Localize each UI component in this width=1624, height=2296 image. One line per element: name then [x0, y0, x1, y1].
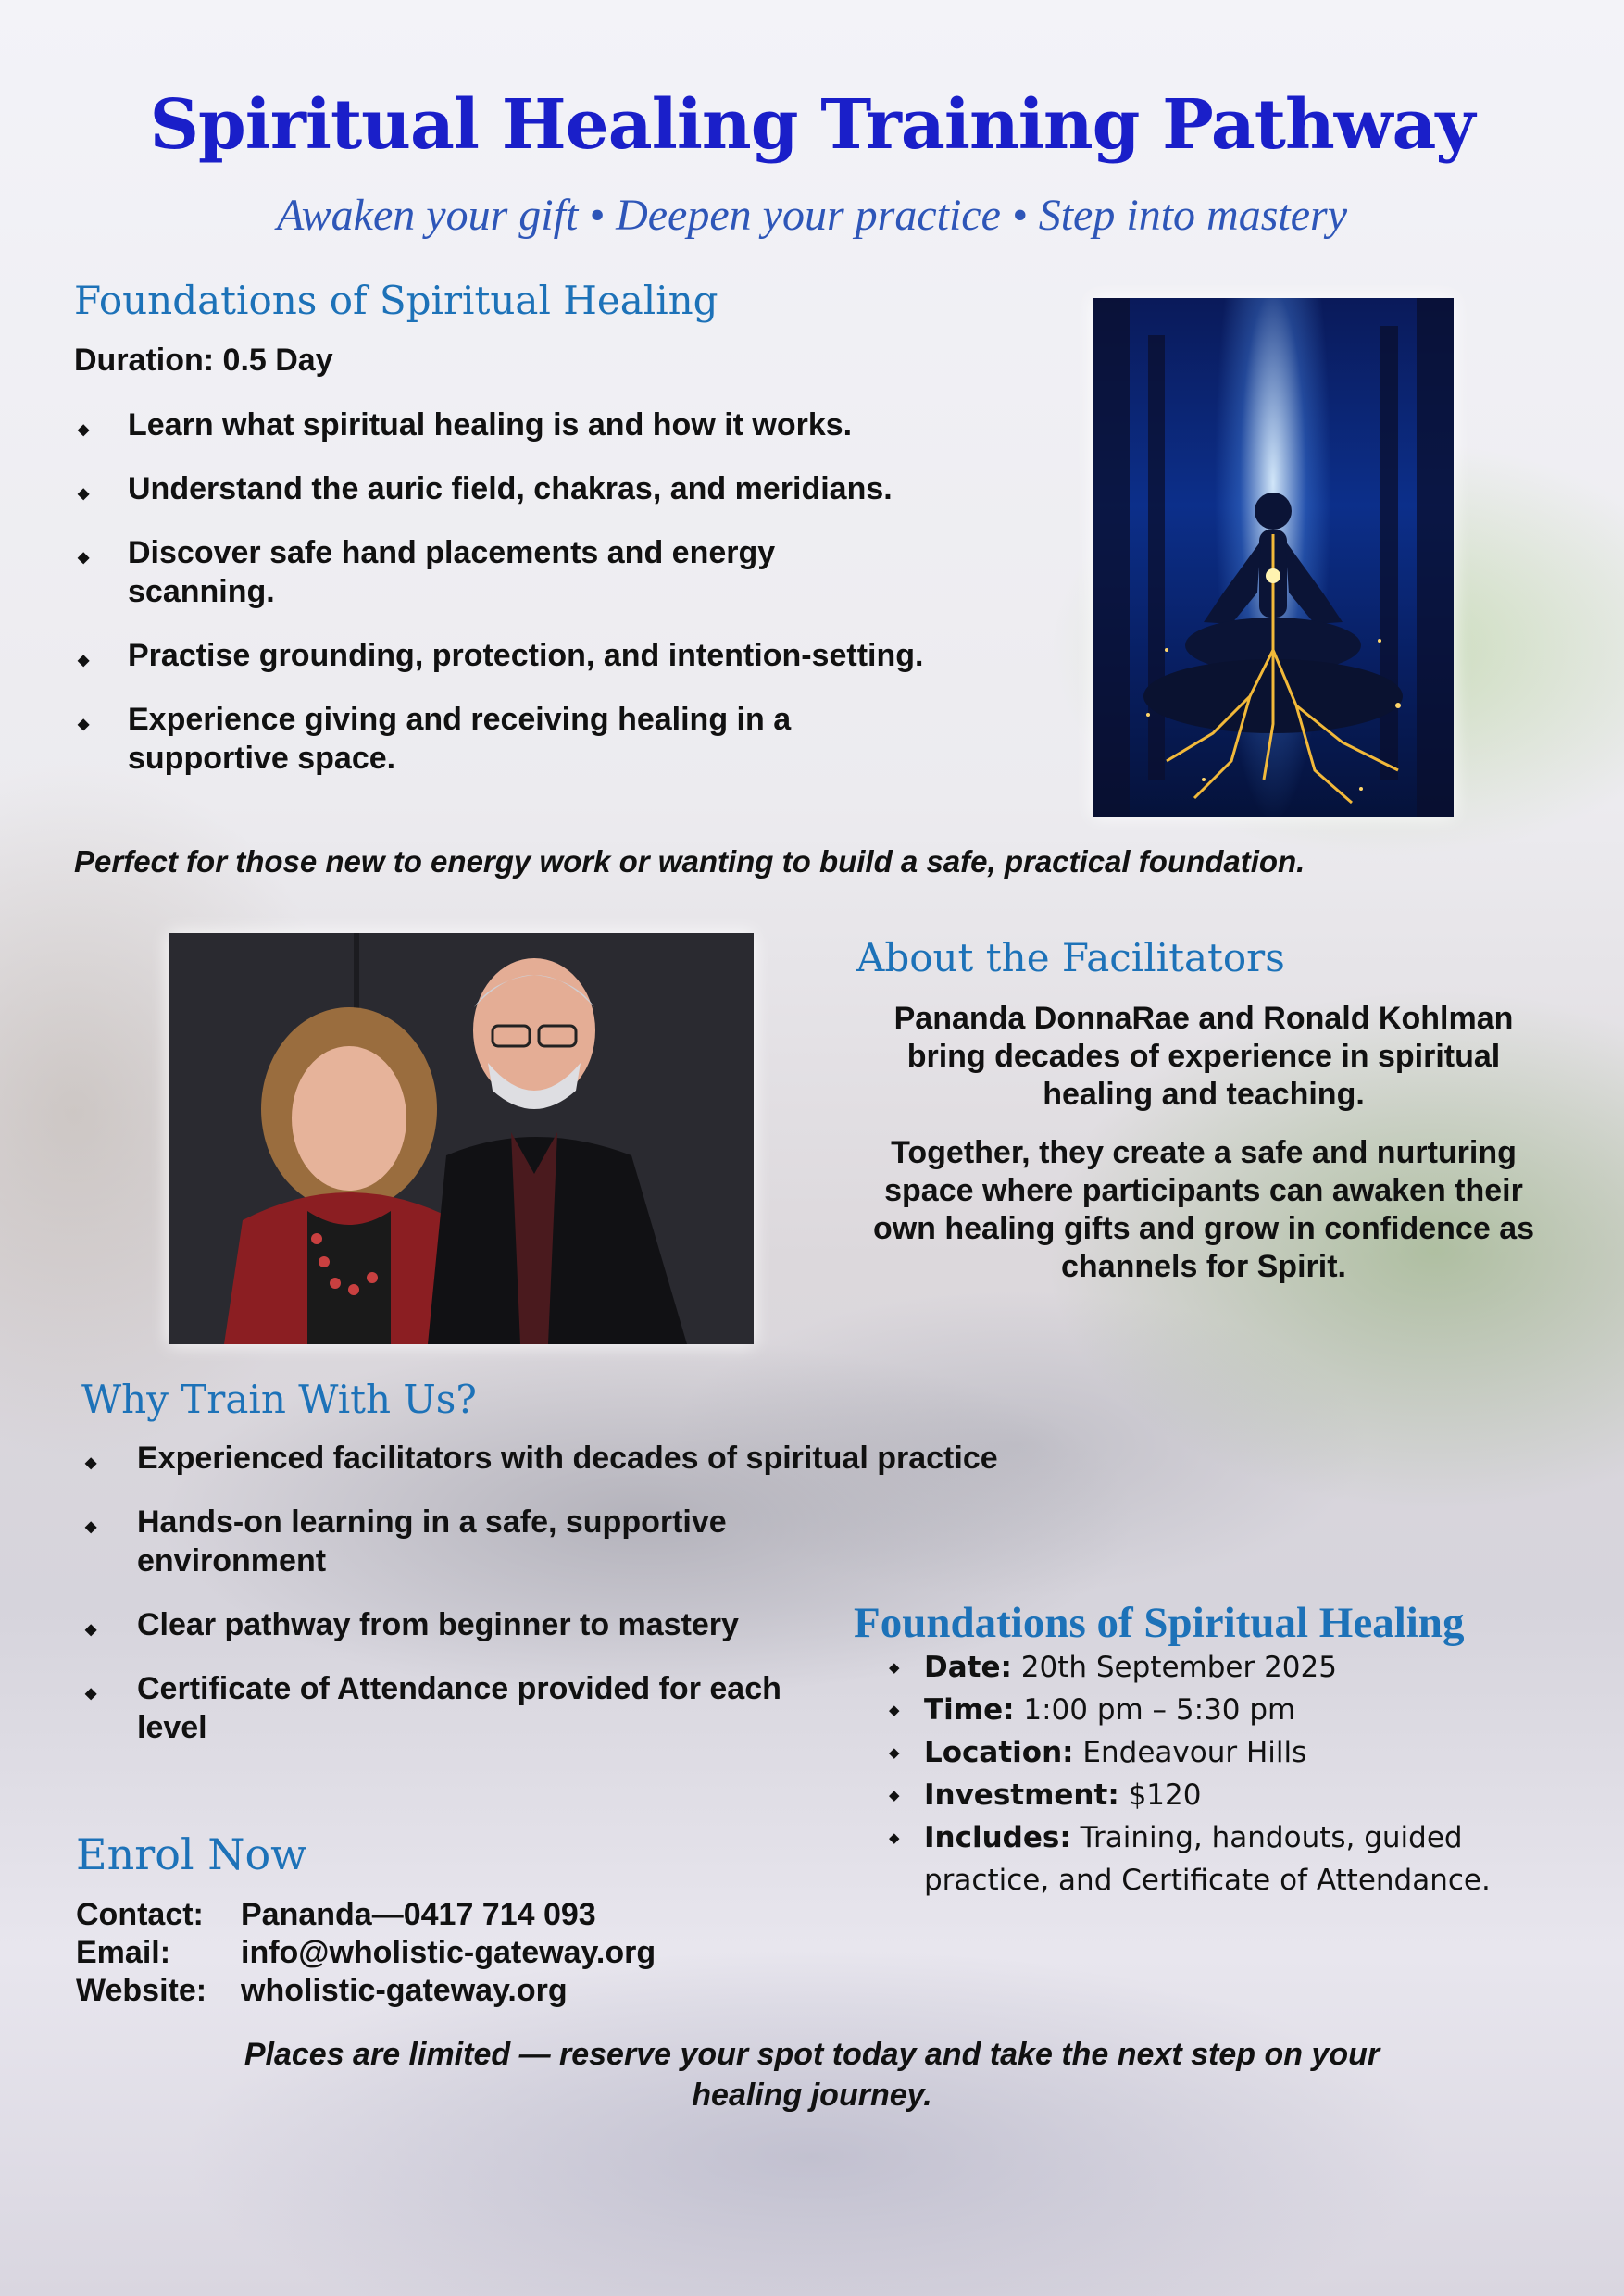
diamond-bullet-icon: ◆: [78, 653, 90, 668]
meditation-image: [1093, 298, 1454, 817]
diamond-bullet-icon: ◆: [78, 422, 90, 438]
contact-block: [76, 1896, 656, 2010]
diamond-bullet-icon: ◆: [85, 1455, 97, 1471]
facilitators-paragraph: Together, they create a safe and nurturing space where participants can awaken their own healing gifts and grow in confidence as channels for Spirit.: [872, 1135, 1535, 1284]
list-item: ◆ Clear pathway from beginner to mastery: [81, 1605, 1118, 1644]
event-date: ◆ Date: 20th September 2025: [885, 1646, 1533, 1689]
event-includes: ◆ Includes: Training, handouts, guided practice, and Certificate of Attendance.: [885, 1816, 1498, 1902]
page-title: Spiritual Healing Training Pathway: [149, 85, 1475, 165]
list-item: ◆ Experience giving and receiving healing in a supportive space.: [78, 702, 792, 776]
facilitators-paragraph: Pananda DonnaRae and Ronald Kohlman bring decades of experience in spiritual healing and teaching.: [893, 1001, 1514, 1112]
event-details-list: [885, 1646, 1533, 1902]
foundations-bullet-list: [74, 406, 1018, 803]
meditation-figure-illustration: [1093, 298, 1454, 817]
list-item: ◆ Certificate of Attendance provided for each level: [85, 1671, 781, 1745]
diamond-bullet-icon: ◆: [85, 1519, 97, 1535]
website-label: Website:: [76, 1973, 207, 2008]
duration-text: Duration: 0.5 Day: [74, 343, 333, 378]
facilitators-photo: [169, 933, 754, 1344]
event-location: ◆ Location: Endeavour Hills: [885, 1731, 1533, 1774]
list-item: ◆ Hands-on learning in a safe, supportive environment: [85, 1504, 727, 1578]
foundations-heading: Foundations of Spiritual Healing: [74, 278, 718, 323]
event-time: ◆ Time: 1:00 pm – 5:30 pm: [885, 1689, 1533, 1731]
list-item: ◆ Experienced facilitators with decades of spiritual practice: [81, 1439, 1118, 1478]
facilitators-body: [852, 1000, 1555, 1306]
website-link[interactable]: wholistic-gateway.org: [241, 1973, 568, 2008]
facilitators-heading: About the Facilitators: [856, 935, 1285, 980]
diamond-bullet-icon: ◆: [78, 550, 90, 566]
why-heading: Why Train With Us?: [81, 1377, 477, 1422]
list-item: ◆ Understand the auric field, chakras, and meridians.: [74, 469, 961, 508]
event-heading: Foundations of Spiritual Healing: [854, 1599, 1465, 1647]
closing-message: Places are limited — reserve your spot today and take the next step on your healing journey.: [244, 2037, 1380, 2113]
contact-label: Contact:: [76, 1897, 204, 1932]
facilitators-illustration: [169, 933, 754, 1344]
event-investment: ◆ Investment: $120: [885, 1774, 1533, 1816]
email-link[interactable]: info@wholistic-gateway.org: [241, 1935, 656, 1970]
diamond-bullet-icon: ◆: [889, 1829, 900, 1846]
contact-phone[interactable]: Pananda—0417 714 093: [241, 1897, 596, 1932]
diamond-bullet-icon: ◆: [85, 1622, 97, 1638]
list-item: ◆ Practise grounding, protection, and intention-setting.: [74, 636, 1018, 675]
diamond-bullet-icon: ◆: [889, 1702, 900, 1718]
contact-row: [76, 1896, 656, 1934]
diamond-bullet-icon: ◆: [889, 1659, 900, 1676]
list-item: ◆ Learn what spiritual healing is and how it works.: [74, 406, 1018, 444]
diamond-bullet-icon: ◆: [78, 717, 90, 732]
diamond-bullet-icon: ◆: [889, 1787, 900, 1803]
tagline: Awaken your gift • Deepen your practice • Step into mastery: [276, 191, 1347, 240]
foundations-note: Perfect for those new to energy work or wanting to build a safe, practical foundation.: [74, 844, 1305, 879]
enrol-heading: Enrol Now: [76, 1829, 307, 1879]
diamond-bullet-icon: ◆: [78, 486, 90, 502]
website-row: [76, 1972, 656, 2010]
email-label: Email:: [76, 1935, 171, 1970]
diamond-bullet-icon: ◆: [85, 1686, 97, 1702]
email-row: [76, 1934, 656, 1972]
list-item: ◆ Discover safe hand placements and energy scanning.: [78, 535, 776, 609]
diamond-bullet-icon: ◆: [889, 1744, 900, 1761]
